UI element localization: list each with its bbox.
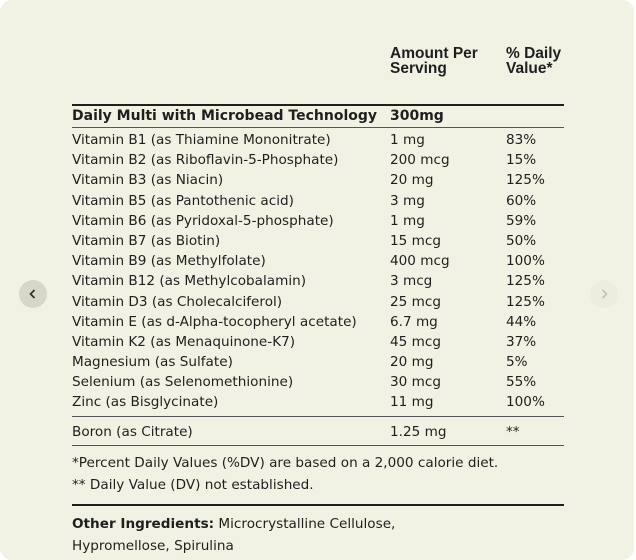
nutrient-daily-value: 125%: [506, 172, 545, 189]
table-row: [72, 211, 564, 231]
nutrient-name: Vitamin B9 (as Methylfolate): [72, 253, 266, 270]
table-row: [72, 392, 564, 412]
nutrient-name: Vitamin E (as d-Alpha-tocopheryl acetate): [72, 313, 357, 330]
nutrient-name: Vitamin B1 (as Thiamine Mononitrate): [72, 132, 331, 148]
table-row: [72, 130, 564, 150]
nutrient-name: Zinc (as Bisglycinate): [72, 394, 219, 411]
nutrient-amount: 6.7 mg: [390, 313, 438, 330]
chevron-left-icon: [27, 288, 39, 300]
boron-name: Boron (as Citrate): [72, 423, 193, 440]
table-row: [72, 312, 564, 332]
nutrient-amount: 200 mcg: [390, 152, 450, 169]
nutrient-name: Vitamin B7 (as Biotin): [72, 232, 221, 249]
nutrient-daily-value: 55%: [506, 374, 537, 391]
nutrient-daily-value: 83%: [506, 132, 537, 148]
table-row: [72, 251, 564, 271]
blend-amount: 300mg: [390, 108, 444, 124]
nutrient-amount: 3 mcg: [390, 273, 433, 290]
nutrient-rows: [72, 128, 564, 417]
nutrient-daily-value: 37%: [506, 333, 537, 350]
nutrient-daily-value: 50%: [506, 232, 537, 249]
table-row: [72, 150, 564, 170]
footnote-not-established: ** Daily Value (DV) not established.: [72, 476, 314, 493]
nutrient-daily-value: 100%: [506, 253, 545, 270]
previous-slide-button[interactable]: [19, 280, 47, 308]
nutrient-name: Vitamin K2 (as Menaquinone-K7): [72, 333, 296, 350]
other-ingredients-text: Microcrystalline Cellulose,: [218, 515, 396, 532]
nutrient-amount: 1 mg: [390, 132, 425, 148]
blend-row: [72, 106, 564, 128]
nutrient-amount: 400 mcg: [390, 253, 450, 270]
nutrient-daily-value: 125%: [506, 273, 545, 290]
boron-row: [72, 417, 564, 446]
footnotes: [72, 446, 564, 506]
other-ingredients: [72, 506, 564, 557]
boron-daily-value: **: [506, 423, 520, 440]
table-row: [72, 271, 564, 291]
table-row: [72, 292, 564, 312]
nutrient-amount: 30 mcg: [390, 374, 441, 391]
table-header: [72, 44, 564, 106]
footnote-daily-values: *Percent Daily Values (%DV) are based on a 2,000 calorie diet.: [72, 454, 499, 471]
nutrient-name: Vitamin B6 (as Pyridoxal-5-phosphate): [72, 212, 334, 229]
nutrient-amount: 45 mcg: [390, 333, 441, 350]
table-row: [72, 372, 564, 392]
nutrient-amount: 3 mg: [390, 192, 425, 209]
nutrient-amount: 20 mg: [390, 172, 434, 189]
nutrient-amount: 25 mcg: [390, 293, 441, 310]
table-row: [72, 231, 564, 251]
table-row: [72, 170, 564, 190]
nutrient-name: Vitamin D3 (as Cholecalciferol): [72, 293, 283, 310]
nutrient-daily-value: 44%: [506, 313, 537, 330]
other-ingredients-text-2: Hypromellose, Spirulina: [72, 537, 234, 554]
nutrient-daily-value: 59%: [506, 212, 537, 229]
daily-value-heading: % Daily Value*: [506, 45, 562, 77]
nutrient-daily-value: 60%: [506, 192, 537, 209]
nutrient-amount: 11 mg: [390, 394, 434, 411]
nutrient-name: Vitamin B2 (as Riboflavin-5-Phosphate): [72, 152, 339, 169]
nutrient-daily-value: 15%: [506, 152, 537, 169]
table-row: [72, 352, 564, 372]
nutrient-name: Vitamin B12 (as Methylcobalamin): [72, 273, 307, 290]
nutrient-name: Vitamin B3 (as Niacin): [72, 172, 224, 189]
supplement-facts-table: [72, 44, 564, 557]
blend-name: Daily Multi with Microbead Technology: [72, 108, 378, 124]
nutrient-name: Selenium (as Selenomethionine): [72, 374, 294, 391]
nutrient-amount: 15 mcg: [390, 232, 441, 249]
nutrient-daily-value: 125%: [506, 293, 545, 310]
nutrient-name: Vitamin B5 (as Pantothenic acid): [72, 192, 294, 209]
amount-per-serving-heading: Amount Per Serving: [390, 45, 478, 77]
other-ingredients-label: Other Ingredients:: [72, 515, 215, 532]
nutrient-daily-value: 5%: [506, 354, 528, 371]
chevron-right-icon: [598, 288, 610, 300]
table-row: [72, 191, 564, 211]
nutrient-amount: 20 mg: [390, 354, 434, 371]
table-row: [72, 332, 564, 352]
nutrient-amount: 1 mg: [390, 212, 425, 229]
nutrient-daily-value: 100%: [506, 394, 545, 411]
nutrient-name: Magnesium (as Sulfate): [72, 354, 233, 371]
boron-amount: 1.25 mg: [390, 423, 447, 440]
next-slide-button[interactable]: [590, 280, 618, 308]
